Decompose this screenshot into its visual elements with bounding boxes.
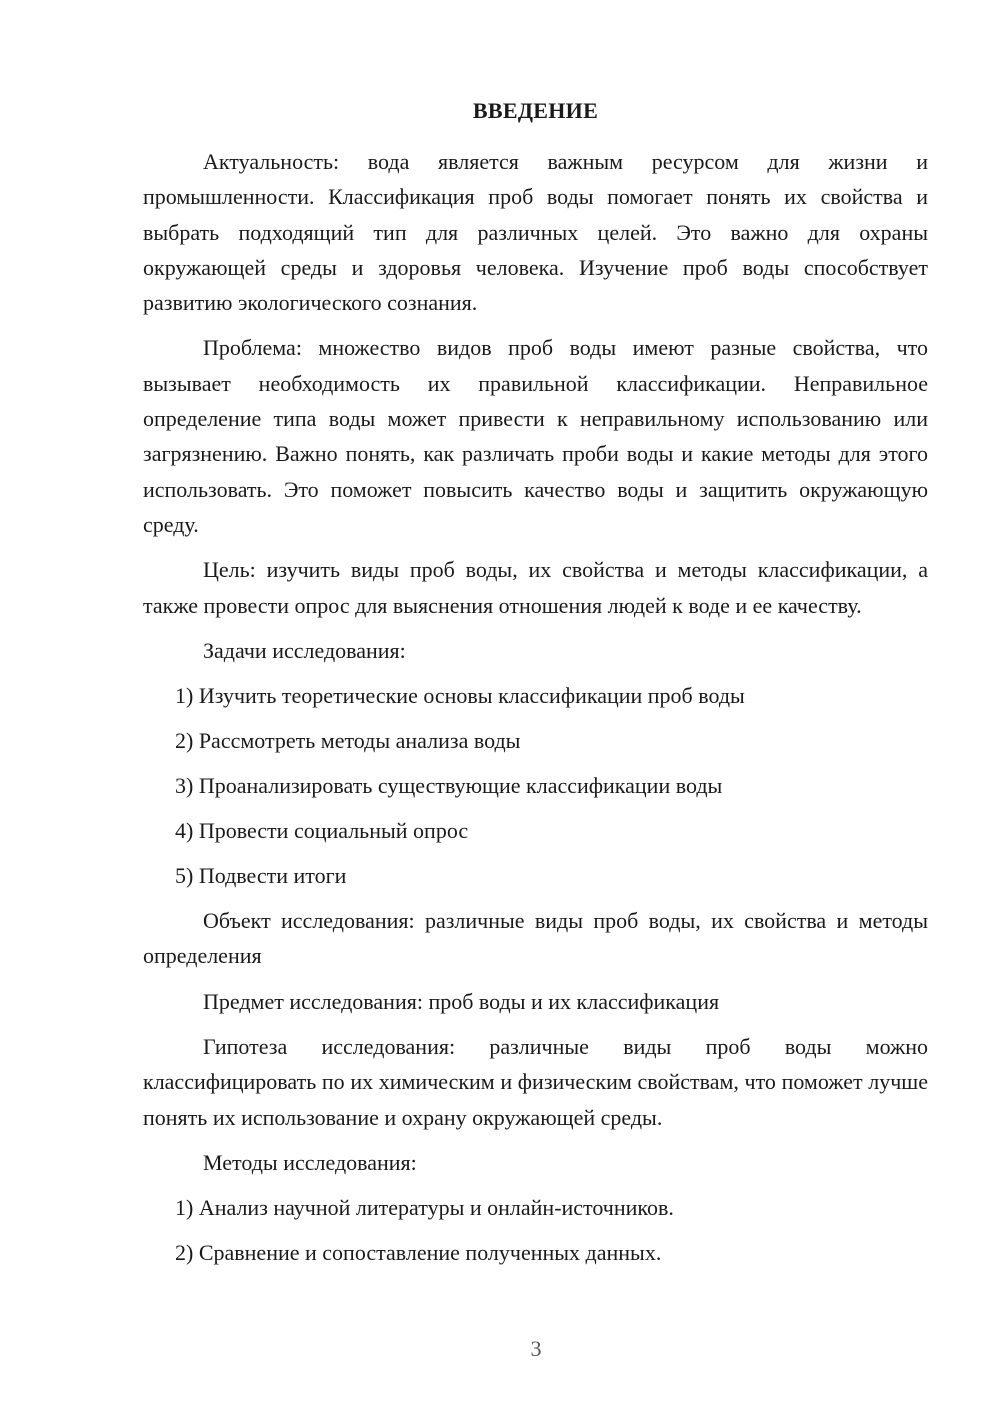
relevance-paragraph: Актуальность: вода является важным ресурсом для жизни и промышленности. Классификация проб воды помогает понять их свойства и выбрать подходящий тип для различных целей. Это важно для охраны окружающей среды и здоровья человека. Изучение проб воды способствует развитию экологического сознания.	[143, 149, 928, 316]
problem-paragraph: Проблема: множество видов проб воды имеют разные свойства, что вызывает необходимость их правильной классификации. Неправильное определение типа воды может привести к неправильному использованию или загрязнению. Важно понять, как различать проби воды и какие методы для этого использовать. Это поможет повысить качество воды и защитить окружающую среду.	[143, 335, 928, 537]
subject-paragraph: Предмет исследования: проб воды и их классификация	[203, 988, 720, 1014]
list-item: 4) Провести социальный опрос	[175, 818, 469, 844]
section-title: ВВЕДЕНИЕ	[472, 98, 599, 123]
tasks-list	[143, 678, 928, 893]
list-item: 2) Рассмотреть методы анализа воды	[175, 728, 521, 754]
page-number: 3	[530, 1336, 542, 1361]
methods-list	[143, 1190, 928, 1270]
list-item: 1) Изучить теоретические основы классификации проб воды	[175, 683, 745, 709]
tasks-heading: Задачи исследования:	[203, 637, 406, 663]
list-item: 5) Подвести итоги	[175, 863, 347, 889]
hypothesis-paragraph: Гипотеза исследования: различные виды проб воды можно классифицировать по их химическим и физическим свойствам, что поможет лучше понять их использование и охрану окружающей среды.	[143, 1034, 928, 1130]
object-paragraph: Объект исследования: различные виды проб воды, их свойства и методы определения	[143, 908, 928, 969]
goal-paragraph: Цель: изучить виды проб воды, их свойства и методы классификации, а также провести опрос для выяснения отношения людей к воде и ее качеству.	[143, 557, 928, 618]
page-content	[143, 96, 928, 1270]
list-item: 3) Проанализировать существующие классификации воды	[175, 773, 723, 799]
methods-heading: Методы исследования:	[203, 1149, 417, 1175]
list-item: 1) Анализ научной литературы и онлайн-источников.	[175, 1195, 674, 1221]
list-item: 2) Сравнение и сопоставление полученных данных.	[175, 1240, 662, 1266]
